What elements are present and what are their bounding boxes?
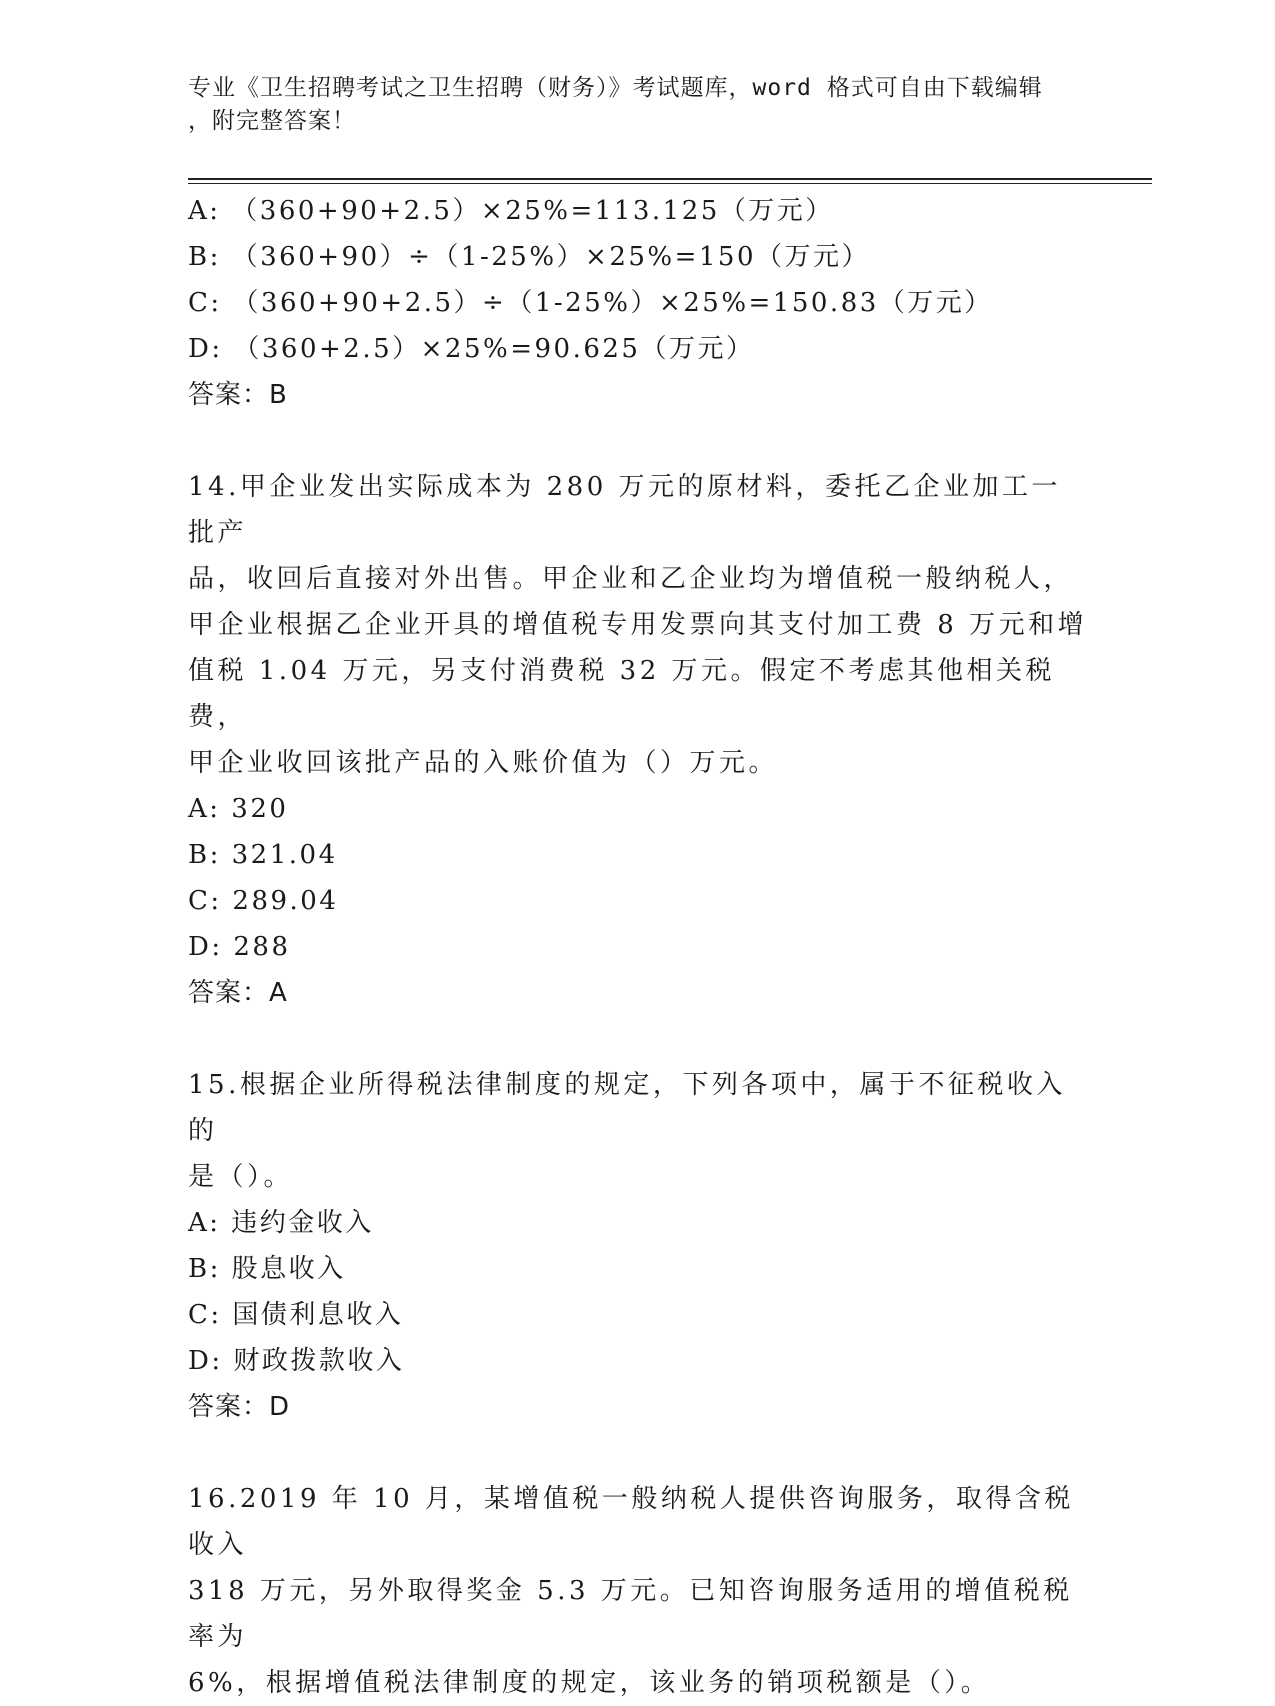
spacer <box>188 418 1088 464</box>
question-stem-line: 318 万元，另外取得奖金 5.3 万元。已知咨询服务适用的增值税税率为 <box>188 1576 1073 1652</box>
question-16 <box>188 1476 1088 1706</box>
answer-line: 答案：A <box>188 978 288 1008</box>
question-14 <box>188 464 1088 1016</box>
question-stem-line: 是（）。 <box>188 1162 294 1192</box>
question-13 <box>188 188 1088 418</box>
option-a: A: 违约金收入 <box>188 1208 374 1238</box>
question-stem-line: 甲企业根据乙企业开具的增值税专用发票向其支付加工费 8 万元和增 <box>188 610 1088 640</box>
header-title-line-2: ，附完整答案！ <box>188 108 356 134</box>
question-stem-line: 品，收回后直接对外出售。甲企业和乙企业均为增值税一般纳税人， <box>188 564 1074 594</box>
header-divider-thick <box>188 178 1152 180</box>
option-c: C: （360+90+2.5）÷（1-25%）×25%=150.83（万元） <box>188 288 993 318</box>
question-stem-line: 15.根据企业所得税法律制度的规定，下列各项中，属于不征税收入的 <box>188 1070 1066 1146</box>
spacer <box>188 1016 1088 1062</box>
option-a: A: （360+90+2.5）×25%=113.125（万元） <box>188 196 834 226</box>
question-stem-line: 6%，根据增值税法律制度的规定，该业务的销项税额是（）。 <box>188 1668 991 1698</box>
question-stem-line: 值税 1.04 万元，另支付消费税 32 万元。假定不考虑其他相关税费， <box>188 656 1056 732</box>
question-stem-line: 16.2019 年 10 月，某增值税一般纳税人提供咨询服务，取得含税收入 <box>188 1484 1074 1560</box>
question-stem-line: 甲企业收回该批产品的入账价值为（）万元。 <box>188 748 779 778</box>
option-b: B: 股息收入 <box>188 1254 346 1284</box>
option-d: D: （360+2.5）×25%=90.625（万元） <box>188 334 755 364</box>
option-d: D: 288 <box>188 932 291 962</box>
document-header <box>188 72 1068 138</box>
option-a: A: 320 <box>188 794 289 824</box>
question-15 <box>188 1062 1088 1430</box>
document-body <box>188 188 1088 1706</box>
header-title-line-1: 专业《卫生招聘考试之卫生招聘（财务）》考试题库，word 格式可自由下载编辑 <box>188 75 1043 101</box>
option-d: D: 财政拨款收入 <box>188 1346 405 1376</box>
option-b: B: 321.04 <box>188 840 338 870</box>
spacer <box>188 1430 1088 1476</box>
question-stem-line: 14.甲企业发出实际成本为 280 万元的原材料，委托乙企业加工一批产 <box>188 472 1062 548</box>
option-c: C: 289.04 <box>188 886 339 916</box>
answer-line: 答案：B <box>188 380 288 410</box>
option-c: C: 国债利息收入 <box>188 1300 404 1330</box>
option-b: B: （360+90）÷（1-25%）×25%=150（万元） <box>188 242 871 272</box>
answer-line: 答案：D <box>188 1392 291 1422</box>
header-divider-thin <box>188 183 1152 184</box>
